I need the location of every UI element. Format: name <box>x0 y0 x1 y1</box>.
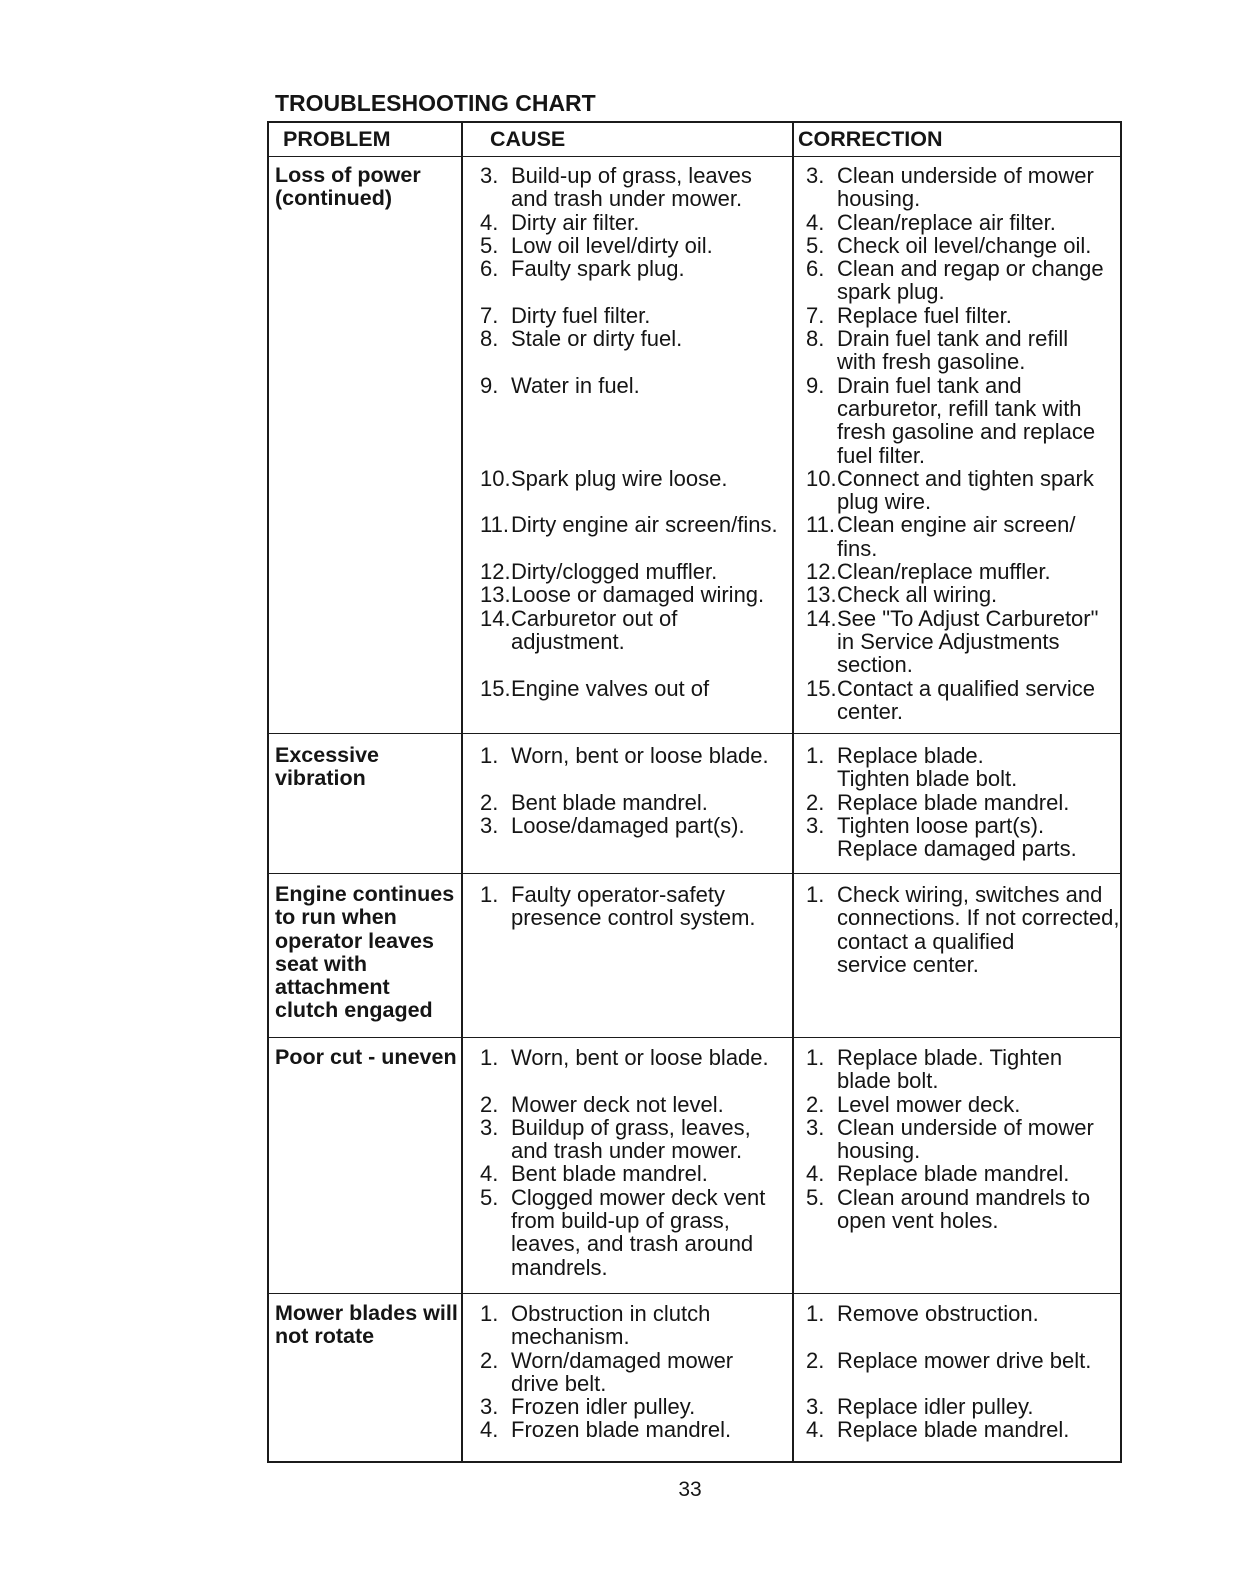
correction-item <box>792 677 1120 724</box>
correction-text-line: Remove obstruction. <box>837 1301 1039 1326</box>
correction-text <box>837 1395 1033 1418</box>
correction-text-line: with fresh gasoline. <box>837 349 1026 375</box>
cause-correction-list <box>461 164 1120 733</box>
item-number: 1. <box>480 1301 499 1326</box>
item-number: 8. <box>480 326 499 352</box>
correction-text-line: Replace blade. <box>837 743 984 768</box>
cause-text-line: Faulty operator-safety <box>511 882 725 907</box>
cause-item <box>461 814 792 861</box>
item-number: 11. <box>806 512 835 538</box>
correction-text-line: Drain fuel tank and <box>837 372 1022 398</box>
item-number: 15. <box>480 675 511 701</box>
table-row <box>269 873 1120 1037</box>
item-number: 2. <box>806 1091 825 1117</box>
correction-item <box>792 304 1120 327</box>
correction-text-line: Clean underside of mower <box>837 1114 1094 1140</box>
item-number: 4. <box>806 1161 825 1187</box>
correction-text-line: Replace blade. Tighten <box>837 1045 1063 1070</box>
correction-item <box>792 1395 1120 1418</box>
cause-text-line: Loose/damaged part(s). <box>511 812 745 838</box>
correction-text-line: Level mower deck. <box>837 1091 1021 1117</box>
item-number: 5. <box>480 1184 499 1210</box>
correction-text-line: carburetor, refill tank with <box>837 395 1082 421</box>
correction-text <box>837 374 1095 467</box>
correction-item <box>792 1302 1120 1349</box>
cause-text <box>511 1116 751 1163</box>
correction-text <box>837 1046 1062 1093</box>
correction-text-line: plug wire. <box>837 489 932 515</box>
item-number: 14. <box>480 605 511 631</box>
cause-text <box>511 744 769 767</box>
problem-text-line: Engine continues <box>275 882 455 906</box>
correction-text-line: Clean and regap or change <box>837 256 1104 282</box>
cause-text-line: mechanism. <box>511 1324 630 1350</box>
correction-text-line: service center. <box>837 951 979 977</box>
column-divider <box>461 123 463 1461</box>
item-number: 5. <box>806 232 825 258</box>
correction-text-line: Tighten blade bolt. <box>837 766 1018 792</box>
cause-text-line: Spark plug wire loose. <box>511 465 728 491</box>
item-number: 3. <box>480 1114 499 1140</box>
correction-item <box>792 1186 1120 1279</box>
cause-text <box>511 304 650 327</box>
cause-text <box>511 1395 695 1418</box>
item-number: 10. <box>480 465 511 491</box>
cause-text-line: Engine valves out of <box>511 675 710 701</box>
item-number: 3. <box>806 1394 825 1420</box>
item-number: 1. <box>480 1045 499 1070</box>
correction-text-line: Clean underside of mower <box>837 163 1094 188</box>
item-number: 1. <box>806 1045 825 1070</box>
correction-text-line: contact a qualified <box>837 928 1015 954</box>
item-number: 5. <box>480 232 499 258</box>
correction-text <box>837 513 1075 560</box>
item-number: 1. <box>806 743 825 768</box>
cause-item <box>461 677 792 724</box>
correction-item <box>792 327 1120 374</box>
problem-text-line: Mower blades will <box>275 1301 458 1325</box>
cause-item <box>461 374 792 467</box>
correction-item <box>792 234 1120 257</box>
item-number: 9. <box>806 372 825 398</box>
cause-correction-list <box>461 1046 1120 1293</box>
correction-text-line: See "To Adjust Carburetor" <box>837 605 1099 631</box>
item-number: 3. <box>806 163 825 188</box>
cause-text <box>511 374 640 397</box>
correction-item <box>792 1046 1120 1093</box>
item-number: 4. <box>480 1161 499 1187</box>
cause-item <box>461 234 792 257</box>
correction-item <box>792 374 1120 467</box>
cause-text-line: Dirty air filter. <box>511 209 640 235</box>
cause-text-line: Loose or damaged wiring. <box>511 582 765 608</box>
cause-text-line: Worn/damaged mower <box>511 1347 734 1373</box>
table-row <box>269 1037 1120 1293</box>
cause-item <box>461 1116 792 1163</box>
problem-text-line: (continued) <box>275 186 393 211</box>
cause-text-line: Mower deck not level. <box>511 1091 724 1117</box>
item-number: 6. <box>480 256 499 282</box>
item-number: 13. <box>806 582 837 608</box>
item-number: 9. <box>480 372 499 398</box>
correction-text-line: blade bolt. <box>837 1068 939 1094</box>
correction-text <box>837 1162 1069 1185</box>
cause-text-line: Dirty engine air screen/fins. <box>511 512 778 538</box>
item-number: 4. <box>480 1417 499 1443</box>
cause-text-line: drive belt. <box>511 1370 607 1396</box>
item-number: 11. <box>480 512 509 538</box>
correction-item <box>792 211 1120 234</box>
cause-item <box>461 583 792 606</box>
cause-item <box>461 607 792 677</box>
item-number: 3. <box>480 1394 499 1420</box>
table-row <box>269 733 1120 873</box>
cause-text <box>511 1046 769 1069</box>
item-number: 2. <box>480 1091 499 1117</box>
problem-text-line: vibration <box>275 766 366 791</box>
correction-text-line: spark plug. <box>837 279 945 305</box>
correction-text-line: Replace mower drive belt. <box>837 1347 1092 1373</box>
cause-text-line: mandrels. <box>511 1254 608 1280</box>
problem-cell <box>269 883 461 1037</box>
problem-cell <box>269 1302 461 1461</box>
cause-text <box>511 560 717 583</box>
problem-text-line: Loss of power <box>275 163 421 187</box>
cause-text-line: adjustment. <box>511 628 625 654</box>
cause-item <box>461 467 792 514</box>
item-number: 3. <box>480 812 499 838</box>
cause-item <box>461 791 792 814</box>
correction-text-line: Clean/replace muffler. <box>837 559 1051 585</box>
column-divider <box>792 123 794 1461</box>
header-correction: CORRECTION <box>798 127 943 151</box>
item-number: 4. <box>806 1417 825 1443</box>
correction-item <box>792 467 1120 514</box>
correction-item <box>792 814 1120 861</box>
cause-text-line: Obstruction in clutch <box>511 1301 711 1326</box>
correction-text <box>837 164 1094 211</box>
problem-cell <box>269 744 461 873</box>
correction-item <box>792 513 1120 560</box>
cause-text-line: Stale or dirty fuel. <box>511 326 683 352</box>
cause-item <box>461 164 792 211</box>
cause-text-line: Build-up of grass, leaves <box>511 163 752 188</box>
troubleshooting-table <box>267 121 1122 1463</box>
correction-text-line: Connect and tighten spark <box>837 465 1094 491</box>
cause-text <box>511 1093 724 1116</box>
correction-item <box>792 1093 1120 1116</box>
header-problem: PROBLEM <box>283 127 391 151</box>
correction-item <box>792 164 1120 211</box>
correction-item <box>792 1349 1120 1396</box>
item-number: 2. <box>806 789 825 815</box>
cause-item <box>461 1395 792 1418</box>
correction-item <box>792 257 1120 304</box>
correction-text-line: open vent holes. <box>837 1208 999 1234</box>
cause-item <box>461 1349 792 1396</box>
cause-text <box>511 677 709 700</box>
cause-item <box>461 1302 792 1349</box>
problem-text-line: attachment <box>275 975 390 1000</box>
correction-item <box>792 1116 1120 1163</box>
cause-item <box>461 1093 792 1116</box>
correction-text-line: fresh gasoline and replace <box>837 419 1096 445</box>
correction-text-line: Check wiring, switches and <box>837 882 1103 907</box>
item-number: 10. <box>806 465 837 491</box>
header-cause: CAUSE <box>490 127 566 151</box>
problem-cell <box>269 164 461 733</box>
item-number: 2. <box>480 1347 499 1373</box>
table-row <box>269 156 1120 733</box>
cause-text <box>511 1162 708 1185</box>
item-number: 3. <box>480 163 499 188</box>
item-number: 6. <box>806 256 825 282</box>
cause-item <box>461 211 792 234</box>
cause-text <box>511 607 677 654</box>
item-number: 12. <box>480 559 511 585</box>
cause-text-line: from build-up of grass, <box>511 1208 730 1234</box>
cause-text-line: Worn, bent or loose blade. <box>511 1045 769 1070</box>
item-number: 12. <box>806 559 837 585</box>
correction-item <box>792 1162 1120 1185</box>
item-number: 8. <box>806 326 825 352</box>
correction-text <box>837 814 1077 861</box>
cause-text-line: leaves, and trash around <box>511 1231 754 1257</box>
correction-item <box>792 560 1120 583</box>
cause-text-line: Worn, bent or loose blade. <box>511 743 769 768</box>
cause-text <box>511 1418 731 1441</box>
cause-text-line: Water in fuel. <box>511 372 640 398</box>
correction-text-line: housing. <box>837 186 921 212</box>
correction-text <box>837 677 1095 724</box>
item-number: 3. <box>806 1114 825 1140</box>
item-number: 1. <box>806 1301 825 1326</box>
correction-text <box>837 607 1098 677</box>
correction-text-line: Check oil level/change oil. <box>837 232 1092 258</box>
cause-item <box>461 257 792 304</box>
correction-text-line: Contact a qualified service <box>837 675 1096 701</box>
table-row <box>269 1293 1120 1461</box>
table-body <box>269 156 1120 1461</box>
correction-text-line: Replace blade mandrel. <box>837 789 1070 815</box>
cause-item <box>461 1046 792 1093</box>
correction-item <box>792 744 1120 791</box>
correction-text <box>837 234 1091 257</box>
correction-text-line: fuel filter. <box>837 442 926 468</box>
cause-text <box>511 513 778 536</box>
correction-text-line: Tighten loose part(s). <box>837 812 1045 838</box>
problem-text-line: clutch engaged <box>275 998 433 1023</box>
correction-item <box>792 1418 1120 1441</box>
cause-text <box>511 327 682 350</box>
correction-text <box>837 583 997 606</box>
item-number: 4. <box>480 209 499 235</box>
item-number: 2. <box>806 1347 825 1373</box>
cause-text-line: Dirty fuel filter. <box>511 302 651 328</box>
cause-text-line: Frozen blade mandrel. <box>511 1417 732 1443</box>
cause-text <box>511 234 713 257</box>
cause-text-line: Bent blade mandrel. <box>511 789 708 815</box>
correction-text-line: housing. <box>837 1138 921 1164</box>
correction-text <box>837 1349 1091 1372</box>
chart-title: TROUBLESHOOTING CHART <box>275 90 596 116</box>
problem-text-line: operator leaves <box>275 928 434 953</box>
page-number: 33 <box>678 1478 702 1501</box>
cause-text-line: Carburetor out of <box>511 605 678 631</box>
correction-text <box>837 883 1120 976</box>
correction-text-line: Replace idler pulley. <box>837 1394 1034 1420</box>
problem-cell <box>269 1046 461 1293</box>
correction-text <box>837 560 1051 583</box>
item-number: 5. <box>806 1184 825 1210</box>
cause-text <box>511 883 756 930</box>
cause-text <box>511 467 727 490</box>
cause-item <box>461 304 792 327</box>
correction-text <box>837 1116 1094 1163</box>
cause-text-line: Buildup of grass, leaves, <box>511 1114 751 1140</box>
problem-text-line: not rotate <box>275 1324 375 1349</box>
cause-text <box>511 1349 733 1396</box>
cause-text-line: Bent blade mandrel. <box>511 1161 708 1187</box>
correction-item <box>792 883 1120 976</box>
cause-text-line: and trash under mower. <box>511 1138 743 1164</box>
correction-text <box>837 304 1012 327</box>
correction-text <box>837 327 1068 374</box>
cause-item <box>461 1186 792 1279</box>
cause-correction-list <box>461 744 1120 873</box>
correction-text <box>837 467 1094 514</box>
correction-text-line: Clean/replace air filter. <box>837 209 1056 235</box>
cause-item <box>461 744 792 791</box>
item-number: 1. <box>480 743 499 768</box>
correction-text <box>837 1418 1069 1441</box>
correction-text-line: Clean around mandrels to <box>837 1184 1091 1210</box>
cause-text <box>511 1302 710 1349</box>
item-number: 1. <box>480 882 499 907</box>
correction-text-line: Check all wiring. <box>837 582 998 608</box>
cause-text-line: presence control system. <box>511 905 756 931</box>
correction-text-line: Replace blade mandrel. <box>837 1161 1070 1187</box>
correction-item <box>792 791 1120 814</box>
cause-item <box>461 1418 792 1441</box>
cause-item <box>461 1162 792 1185</box>
item-number: 7. <box>480 302 499 328</box>
cause-text-line: and trash under mower. <box>511 186 743 212</box>
correction-text <box>837 1302 1039 1325</box>
item-number: 7. <box>806 302 825 328</box>
correction-text <box>837 1093 1020 1116</box>
item-number: 13. <box>480 582 511 608</box>
correction-text <box>837 791 1069 814</box>
item-number: 3. <box>806 812 825 838</box>
problem-text-line: to run when <box>275 905 397 930</box>
cause-text-line: Faulty spark plug. <box>511 256 685 282</box>
correction-text-line: connections. If not corrected, <box>837 905 1120 931</box>
correction-text-line: Replace blade mandrel. <box>837 1417 1070 1443</box>
item-number: 1. <box>806 882 825 907</box>
correction-text-line: Replace damaged parts. <box>837 836 1077 862</box>
correction-text <box>837 1186 1090 1233</box>
cause-item <box>461 327 792 374</box>
correction-text-line: in Service Adjustments <box>837 628 1060 654</box>
cause-item <box>461 883 792 976</box>
cause-text <box>511 1186 765 1279</box>
cause-text-line: Low oil level/dirty oil. <box>511 232 713 258</box>
correction-text-line: Drain fuel tank and refill <box>837 326 1069 352</box>
cause-text <box>511 257 685 280</box>
correction-text <box>837 211 1056 234</box>
cause-correction-list <box>461 1302 1120 1461</box>
item-number: 15. <box>806 675 837 701</box>
correction-item <box>792 607 1120 677</box>
item-number: 14. <box>806 605 837 631</box>
cause-text-line: Clogged mower deck vent <box>511 1184 766 1210</box>
cause-text <box>511 583 764 606</box>
cause-text-line: Dirty/clogged muffler. <box>511 559 718 585</box>
cause-text <box>511 814 745 837</box>
cause-text <box>511 211 639 234</box>
item-number: 4. <box>806 209 825 235</box>
correction-text <box>837 257 1104 304</box>
correction-text-line: section. <box>837 652 913 678</box>
cause-text-line: Frozen idler pulley. <box>511 1394 696 1420</box>
cause-text <box>511 791 708 814</box>
correction-text-line: center. <box>837 698 904 724</box>
problem-text-line: seat with <box>275 951 367 976</box>
correction-text-line: fins. <box>837 535 878 561</box>
correction-text-line: Clean engine air screen/ <box>837 512 1076 538</box>
correction-text <box>837 744 1017 791</box>
problem-text-line: Excessive <box>275 743 380 767</box>
cause-correction-list <box>461 883 1120 1037</box>
cause-item <box>461 513 792 560</box>
cause-item <box>461 560 792 583</box>
correction-item <box>792 583 1120 606</box>
problem-text-line: Poor cut - uneven <box>275 1045 457 1069</box>
table-header-row <box>269 123 1120 156</box>
correction-text-line: Replace fuel filter. <box>837 302 1012 328</box>
cause-text <box>511 164 752 211</box>
item-number: 2. <box>480 789 499 815</box>
